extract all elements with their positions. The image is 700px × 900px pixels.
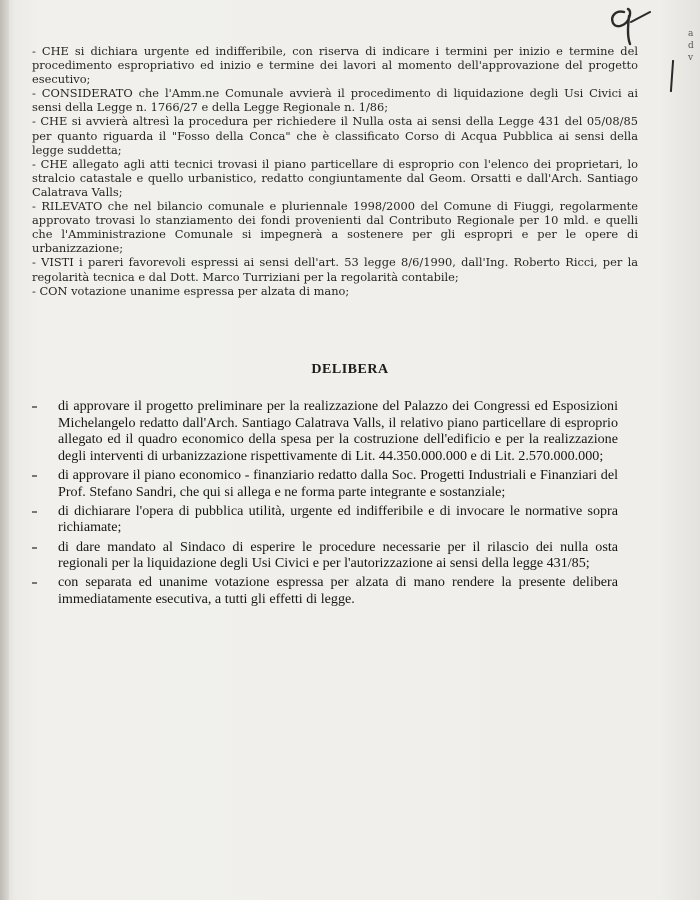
handwritten-page-number	[604, 2, 654, 48]
decision-item: di approvare il progetto preliminare per la realizzazione del Palazzo dei Congressi ed Esposizioni Michelangelo redatto dall'Arch. Santiago Calatrava Valls, il relativo piano particellare di esproprio allegato ed il quadro economico della spesa per la costruzione dell'edificio e per la realizzazione degli interventi di urbanizzazione rispettivamente di Lit. 44.350.000.000 e di Lit. 2.570.000.000;	[58, 398, 618, 464]
page-left-edge-shadow	[0, 0, 9, 900]
preamble-item: - CHE allegato agli atti tecnici trovasi il piano particellare di esproprio con l'elenco dei proprietari, lo stralcio catastale e quello urbanistico, redatto congiuntamente dal Geom. Orsatti e dall'Arch. Santiago Calatrava Valls;	[32, 156, 638, 199]
decisions-list	[58, 398, 618, 610]
preamble-item: - CON votazione unanime espressa per alzata di mano;	[32, 283, 350, 298]
preamble-item: - CHE si avvierà altresì la procedura per richiedere il Nulla osta ai sensi della Legge 431 del 05/08/85 per quanto riguarda il "Fosso della Conca" che è classificato Corso di Acqua Pubblica ai sensi della legge suddetta;	[32, 114, 638, 157]
decision-item: di dare mandato al Sindaco di esperire le procedure necessarie per il rilascio dei nulla osta regionali per la liquidazione degli Usi Civici e per l'autorizzazione ai sensi della legge 431/85;	[58, 538, 618, 572]
decision-item: di approvare il piano economico - finanziario redatto dalla Soc. Progetti Industriali e Finanziari del Prof. Stefano Sandri, che qui si allega e ne forma parte integrante e sostanziale;	[58, 466, 618, 500]
preamble-item: - CONSIDERATO che l'Amm.ne Comunale avvierà il procedimento di liquidazione degli Usi Civici ai sensi della Legge n. 1766/27 e della Legge Regionale n. 1/86;	[32, 86, 638, 115]
decision-item: di dichiarare l'opera di pubblica utilità, urgente ed indifferibile e di invocare le normative sopra richiamate;	[58, 502, 618, 536]
preamble-item: - CHE si dichiara urgente ed indifferibile, con riserva di indicare i termini per inizio e termine del procedimento espropriativo ed inizio e termine dei lavori al momento dell'approvazione del progetto esecutivo;	[32, 44, 638, 87]
resolution-title: DELIBERA	[311, 362, 389, 377]
handwritten-margin-mark	[670, 60, 674, 92]
adjacent-page-edge-text: a d v	[688, 29, 694, 63]
preamble-item: - VISTI i pareri favorevoli espressi ai sensi dell'art. 53 legge 8/6/1990, dall'Ing. Roberto Ricci, per la regolarità tecnica e dal Dott. Marco Turriziani per la regolarità contabile;	[32, 255, 638, 284]
preamble-list	[32, 44, 638, 298]
preamble-item: - RILEVATO che nel bilancio comunale e pluriennale 1998/2000 del Comune di Fiuggi, regolarmente approvato trovasi lo stanziamento dei fondi provenienti dal Contributo Regionale per 10 mld. e quelli che l'Amministrazione Comunale si impegnerà a sostenere per gli espropri e per le opere di urbanizzazione;	[32, 199, 638, 256]
decision-item: con separata ed unanime votazione espressa per alzata di mano rendere la presente delibera immediatamente esecutiva, a tutti gli effetti di legge.	[58, 574, 618, 607]
